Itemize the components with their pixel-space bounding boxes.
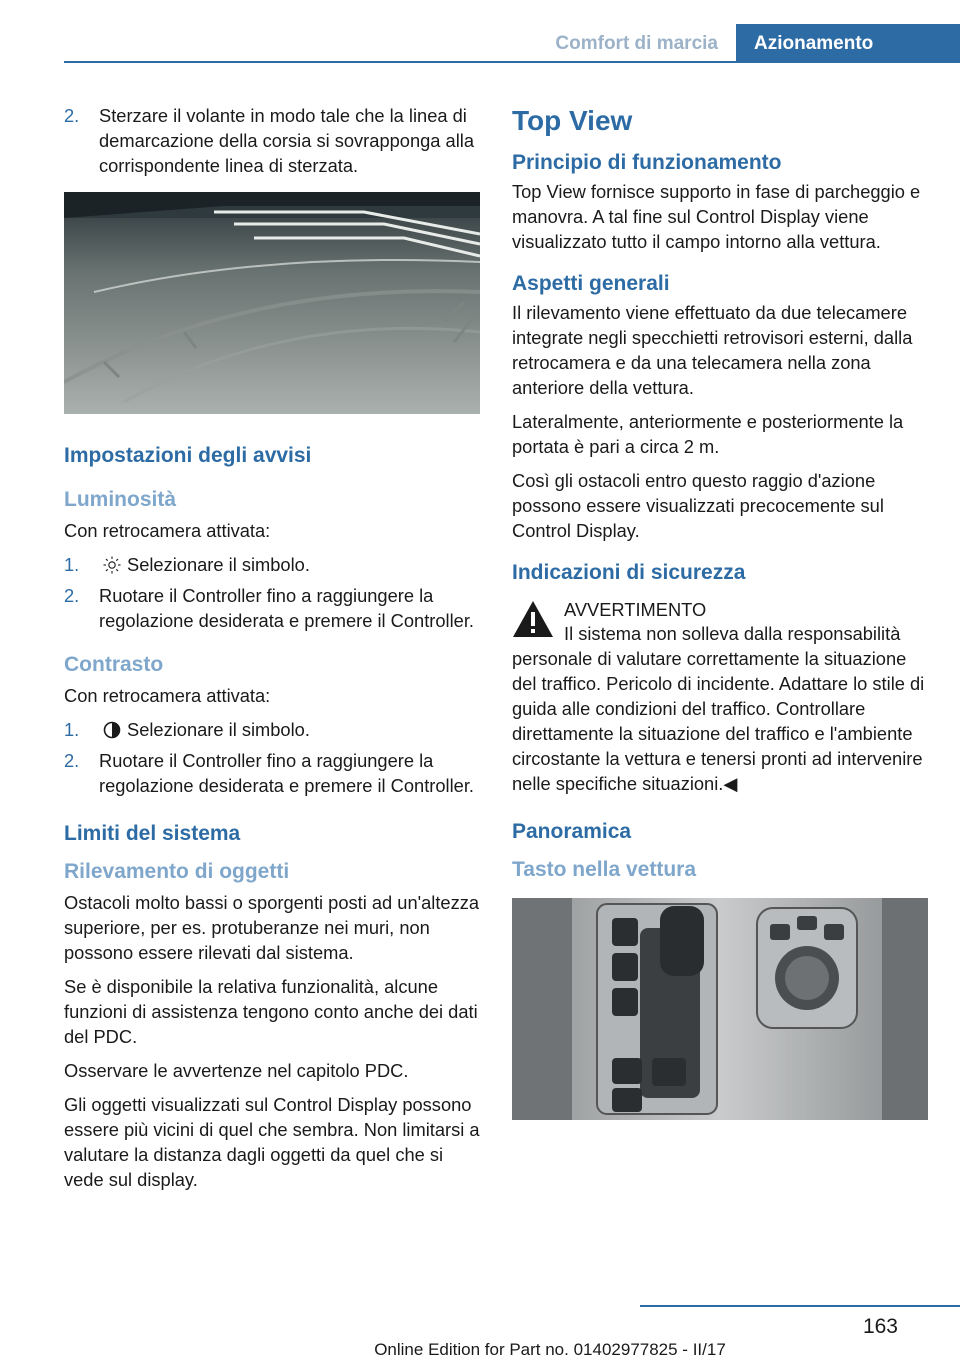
header-chapter-tab: Azionamento: [736, 24, 960, 63]
heading-system-limits: Limiti del sistema: [64, 822, 241, 845]
list-text: Selezionare il simbolo.: [127, 554, 310, 575]
list-number: 2.: [64, 585, 80, 606]
camera-view-image: [64, 192, 480, 414]
list-item: [64, 552, 480, 577]
heading-warning-settings: Impostazioni degli avvisi: [64, 444, 312, 467]
list-item: [64, 583, 480, 633]
warning-triangle-icon: [512, 599, 554, 639]
heading-safety: Indicazioni di sicurezza: [512, 561, 746, 584]
paragraph: Se è disponibile la relativa funzionalità, alcune funzioni di assistenza tengono conto anche dei dati del PDC.: [64, 976, 478, 1047]
paragraph: Gli oggetti visualizzati sul Control Display possono essere più vicini di quel che sembra. Non limitarsi a valutare la distanza dagli oggetti da quel che si vede sul display.: [64, 1094, 480, 1190]
brightness-intro: Con retrocamera attivata:: [64, 520, 271, 541]
heading-contrast: Contrasto: [64, 653, 164, 676]
right-column: [512, 103, 928, 1120]
contrast-icon: [103, 721, 121, 739]
footer-rule: [640, 1305, 960, 1307]
list-item: [64, 103, 480, 178]
warning-label: AVVERTIMENTO: [564, 599, 707, 620]
list-text: Sterzare il volante in modo tale che la linea di demarcazione della corsia si sovrapponga alla corrispondente linea di sterzata.: [99, 105, 474, 176]
list-text: Ruotare il Controller fino a raggiungere la regolazione desiderata e premere il Controller.: [99, 585, 474, 631]
heading-overview: Panoramica: [512, 820, 632, 843]
warning-text: Il sistema non solleva dalla responsabilità personale di valutare correttamente la situazione del traffico. Pericolo di incidente. Adattare lo stile di guida alle condizioni del traffico. Controllare direttamente la situazione del traffico e l'ambiente circostante la vettura e tenersi pronti ad intervenire nelle specifiche situazioni.◀: [512, 623, 925, 794]
page-number: 163: [862, 1315, 898, 1338]
paragraph: Osservare le avvertenze nel capitolo PDC.: [64, 1060, 409, 1081]
list-number: 2.: [64, 750, 80, 771]
contrast-intro: Con retrocamera attivata:: [64, 685, 271, 706]
heading-object-detection: Rilevamento di oggetti: [64, 860, 290, 883]
edition-note: Online Edition for Part no. 01402977825 - II/17: [374, 1340, 726, 1359]
paragraph: Top View fornisce supporto in fase di parcheggio e manovra. A tal fine sul Control Display viene visualizzato tutto il campo intorno alla vettura.: [512, 181, 921, 252]
list-text: Ruotare il Controller fino a raggiungere la regolazione desiderata e premere il Controller.: [99, 750, 474, 796]
paragraph: Così gli ostacoli entro questo raggio d'azione possono essere visualizzati precocemente sul Control Display.: [512, 470, 884, 541]
heading-general: Aspetti generali: [512, 272, 670, 295]
heading-brightness: Luminosità: [64, 488, 177, 511]
list-item: [64, 717, 480, 742]
list-number: 2.: [64, 105, 80, 126]
list-number: 1.: [64, 719, 80, 740]
brightness-icon: [103, 556, 121, 574]
header-section-title: Comfort di marcia: [555, 32, 718, 54]
paragraph: Il rilevamento viene effettuato da due telecamere integrate negli specchietti retrovisori esterni, dalla retrocamera e da una telecamera nella zona anteriore della vettura.: [512, 302, 913, 398]
console-button-image: [512, 898, 928, 1120]
heading-button-in-car: Tasto nella vettura: [512, 858, 696, 881]
list-text: Selezionare il simbolo.: [127, 719, 310, 740]
header-rule: [64, 61, 960, 63]
page-title: Top View: [512, 105, 633, 136]
paragraph: Lateralmente, anteriormente e posteriormente la portata è pari a circa 2 m.: [512, 411, 904, 457]
left-column: [64, 103, 480, 1201]
heading-principle: Principio di funzionamento: [512, 151, 782, 174]
paragraph: Ostacoli molto bassi o sporgenti posti ad un'altezza superiore, per es. protuberanze nei muri, non possono essere rilevati dal sistema.: [64, 892, 480, 963]
list-item: [64, 748, 480, 798]
list-number: 1.: [64, 554, 80, 575]
